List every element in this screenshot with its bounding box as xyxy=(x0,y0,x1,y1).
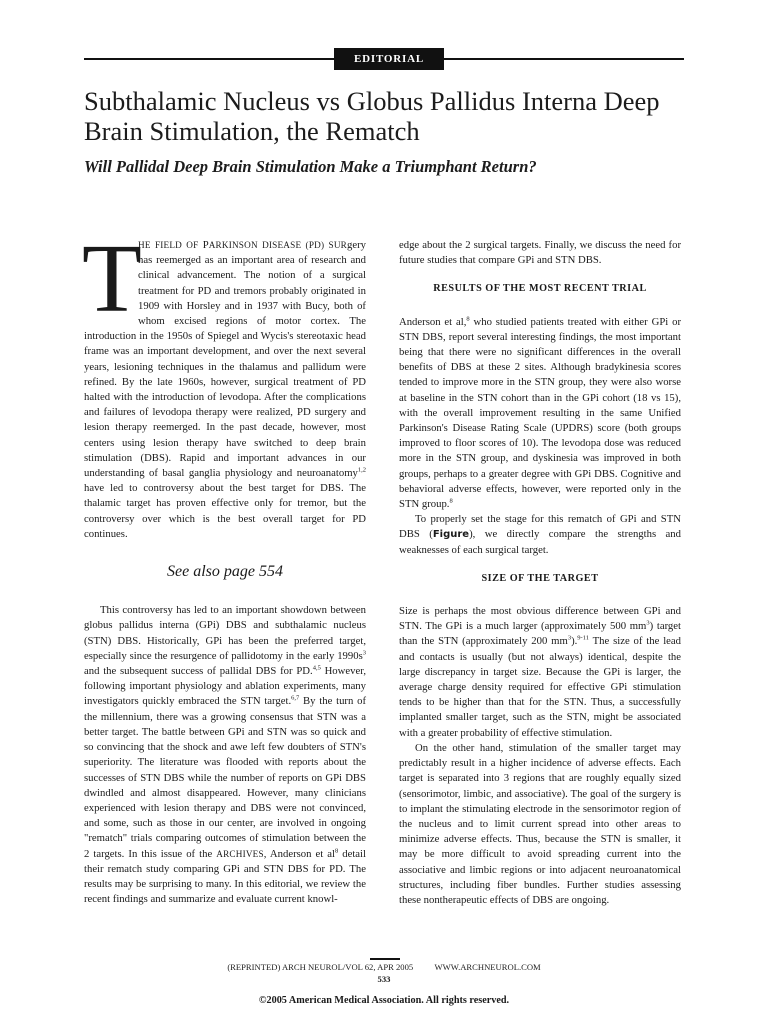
section-heading-results: RESULTS OF THE MOST RECENT TRIAL xyxy=(433,283,647,295)
body-paragraph: To properly set the stage for this rematch of GPi and STN DBS (Figure), we directly compare the strengths and weaknesses of each surgical target. xyxy=(399,513,681,556)
drop-cap: T xyxy=(82,225,142,333)
page-number: 533 xyxy=(377,974,391,984)
see-also-note: See also page 554 xyxy=(167,563,283,581)
right-column xyxy=(399,238,681,908)
section-heading-size: SIZE OF THE TARGET xyxy=(481,572,599,584)
body-paragraph: edge about the 2 surgical targets. Finally, we discuss the need for future studies that compare GPi and STN DBS. xyxy=(399,239,681,267)
intro-paragraph: T HE FIELD OF PARKINSON DISEASE (PD) SURgery has reemerged as an important area of research and clinical advancement. The notion of a surgical treatment for PD and tremors probably originated in 1909 with Horsley and in 1937 with Bucy, both of whom excised regions of motor cortex. The introduction in the 1950s of Spiegel and Wycis's stereotaxic head frame was an important development, and over the next several years, lesioning techniques in the thalamus and pallidum were refined. By the late 1960s, however, surgical treatment of PD halted with the introduction of levodopa. After the complications and failures of levodopa therapy were realized, PD surgery and lesion therapy reemerged. In the past decade, however, most centers using lesion therapy have switched to deep brain stimulation (DBS). Rapid and important advances in our understanding of basal ganglia physiology and neuroanatomy$^{1,2}$ have led to controversy about the best target for DBS. The thalamic target has proven effective only for tremor, but the controversy over which is the best overall target for PD continues. xyxy=(82,225,367,540)
body-paragraph: This controversy has led to an important showdown between globus pallidus interna (GPi) DBS and subthalamic nucleus (STN) DBS. Historically, GPi has been the preferred target, especially since the resurgence of pallidotomy in the early $1990s^3$ and the subsequent success of pallidal DBS for PD.$^{4,5}$ However, following important physiology and ablation experiments, many investigators quickly embraced the STN target.$^{6,7}$ By the turn of the millennium, there was a growing consensus that STN was a better target. The battle between GPi and STN was so quick and so convincing that the shock and awe left few doubters of STN's superiority. The literature was flooded with reports about the successes of STN DBS while the number of reports on GPi DBS dwindled and almost disappeared. However, many clinicians experienced with lesion therapy and DBS were not convinced, and some, such as those in our center, are involved in ongoing "rematch" trials comparing outcomes of stimulation between the 2 targets. In this issue of the ARCHIVES, Anderson et $al^8$ detail their rematch study comparing GPi and STN DBS for PD. The results may be surprising to many. In this editorial, we review the recent findings and summarize and evaluate current knowl- xyxy=(84,604,367,906)
article-subtitle: Will Pallidal Deep Brain Stimulation Make a Triumphant Return? xyxy=(84,157,537,176)
section-tag: EDITORIAL xyxy=(334,48,444,70)
body-paragraph: Size is perhaps the most obvious difference between GPi and STN. The GPi is a much larger (approximately 500 $mm^3$) target than the STN (approximately 200 $mm^3).^{9-11}$ The size of the lead and contacts is usually (but not always) identical, despite the large discrepancy in target size. Because the GPi is larger, the average charge density required for effective GPi stimulation tends to be higher than that for the STN. Thus, a successfully implanted smaller target, such as the STN, might be associated with a greater probability of effective stimulation. xyxy=(399,605,681,739)
article-title: Subthalamic Nucleus vs Globus Pallidus Interna Deep Brain Stimulation, the Rematch xyxy=(84,86,660,146)
left-column xyxy=(82,225,367,907)
footer-rule xyxy=(370,958,400,960)
body-paragraph: Anderson et al,$^8$ who studied patients treated with either GPi or STN DBS, report several interesting findings, the most important being that there were no significant differences in the overall benefits of DBS at these 2 sites. Although bradykinesia scores tended to improve more in the STN group, they were also worse at baseline in the STN cohort than in the GPi cohort (18 vs 15), with the overall improvement resulting in the same Unified Parkinson's Disease Rating Scale (UPDRS) score (both groups improved to floor scores of 10). The levodopa dose was reduced more in the STN group, and dyskinesia was improved in both groups, perhaps to a greater degree with GPi DBS. Cognitive and behavioral adverse effects, however, were reported only in the STN group.$^8$ xyxy=(399,315,681,511)
footer-citation: (REPRINTED) ARCH NEUROL/VOL 62, APR 2005 WWW.ARCHNEUROL.COM xyxy=(227,962,541,972)
body-paragraph: On the other hand, stimulation of the smaller target may predictably result in a higher incidence of adverse effects. Each target is separated into 3 regions that are roughly equally sized (sensorimotor, limbic, and associative). The goal of the surgery is to implant the stimulating electrode in the sensorimotor region of the nucleus and to limit current spread into other areas to minimize adverse effects. Thus, because the STN is smaller, it may be more difficult to avoid spreading current into the associative and limbic regions or into adjacent neuroanatomical structures, including fiber bundles. Further studies assessing these nontherapeutic effects of DBS are ongoing. xyxy=(399,741,681,906)
figure-link[interactable]: Figure xyxy=(432,529,470,541)
copyright-notice: ©2005 American Medical Association. All rights reserved. xyxy=(258,995,510,1006)
